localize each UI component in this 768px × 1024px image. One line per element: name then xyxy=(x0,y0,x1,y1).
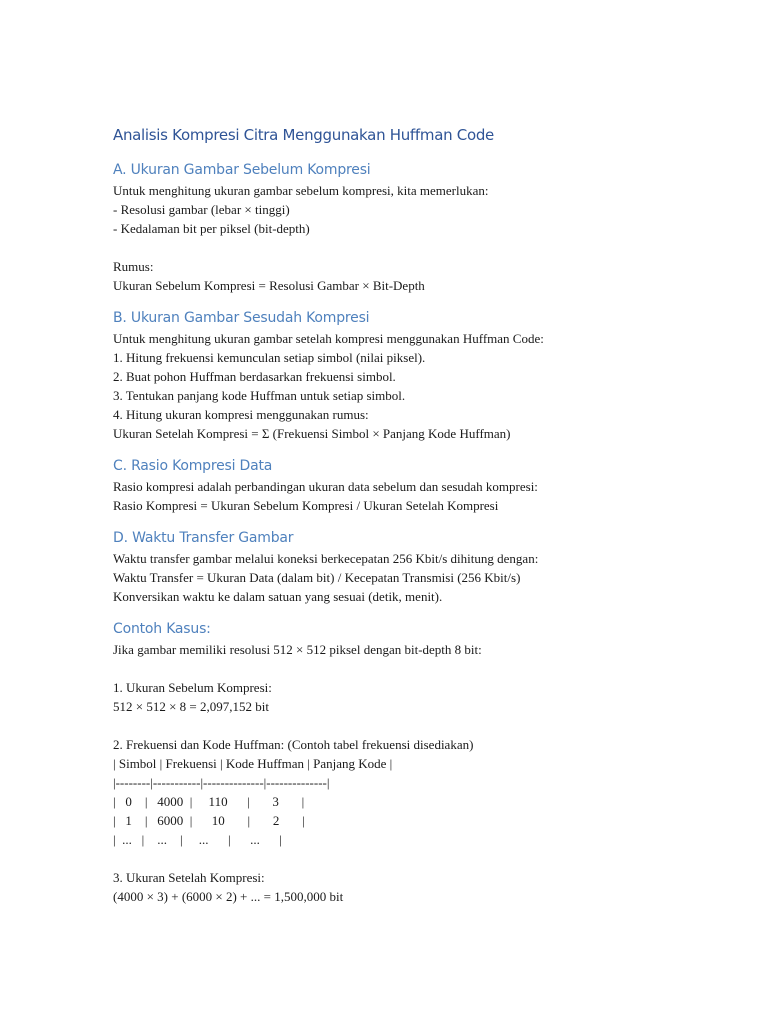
blank-line xyxy=(113,238,733,257)
section-b-line: 2. Buat pohon Huffman berdasarkan frekuensi simbol. xyxy=(113,369,396,384)
section-c-line: Rasio kompresi adalah perbandingan ukuran data sebelum dan sesudah kompresi: xyxy=(113,479,538,494)
example-line: (4000 × 3) + (6000 × 2) + ... = 1,500,000 bit xyxy=(113,889,344,904)
section-a-line: Ukuran Sebelum Kompresi = Resolusi Gambar × Bit-Depth xyxy=(113,278,425,293)
section-a xyxy=(113,159,733,295)
section-b-heading: B. Ukuran Gambar Sesudah Kompresi xyxy=(113,310,370,326)
section-b-line: 3. Tentukan panjang kode Huffman untuk setiap simbol. xyxy=(113,388,406,403)
section-d-line: Waktu Transfer = Ukuran Data (dalam bit) / Kecepatan Transmisi (256 Kbit/s) xyxy=(113,570,521,585)
section-b-line: 4. Hitung ukuran kompresi menggunakan rumus: xyxy=(113,407,369,422)
blank-line xyxy=(113,849,733,868)
example-line: Jika gambar memiliki resolusi 512 × 512 piksel dengan bit-depth 8 bit: xyxy=(113,642,482,657)
example-line: 2. Frekuensi dan Kode Huffman: (Contoh tabel frekuensi disediakan) xyxy=(113,737,474,752)
section-c xyxy=(113,455,733,515)
table-row: | 1 | 6000 | 10 | 2 | xyxy=(113,813,305,828)
document-page xyxy=(113,124,733,906)
blank-line xyxy=(113,659,733,678)
table-row: | 0 | 4000 | 110 | 3 | xyxy=(113,794,305,809)
section-d-heading: D. Waktu Transfer Gambar xyxy=(113,530,294,546)
example-line: 3. Ukuran Setelah Kompresi: xyxy=(113,870,265,885)
section-b xyxy=(113,307,733,443)
section-example xyxy=(113,618,733,906)
section-c-heading: C. Rasio Kompresi Data xyxy=(113,458,273,474)
example-line: 1. Ukuran Sebelum Kompresi: xyxy=(113,680,272,695)
section-b-line: Ukuran Setelah Kompresi = Σ (Frekuensi Simbol × Panjang Kode Huffman) xyxy=(113,426,511,441)
section-d-line: Waktu transfer gambar melalui koneksi berkecepatan 256 Kbit/s dihitung dengan: xyxy=(113,551,539,566)
section-b-line: 1. Hitung frekuensi kemunculan setiap simbol (nilai piksel). xyxy=(113,350,426,365)
section-a-line: - Resolusi gambar (lebar × tinggi) xyxy=(113,202,290,217)
example-line: 512 × 512 × 8 = 2,097,152 bit xyxy=(113,699,269,714)
section-a-line: - Kedalaman bit per piksel (bit-depth) xyxy=(113,221,310,236)
section-b-line: Untuk menghitung ukuran gambar setelah kompresi menggunakan Huffman Code: xyxy=(113,331,544,346)
section-c-line: Rasio Kompresi = Ukuran Sebelum Kompresi / Ukuran Setelah Kompresi xyxy=(113,498,499,513)
section-a-heading: A. Ukuran Gambar Sebelum Kompresi xyxy=(113,162,371,178)
section-d xyxy=(113,527,733,606)
document-title: Analisis Kompresi Citra Menggunakan Huffman Code xyxy=(113,126,494,144)
section-d-line: Konversikan waktu ke dalam satuan yang sesuai (detik, menit). xyxy=(113,589,443,604)
blank-line xyxy=(113,716,733,735)
section-a-line: Untuk menghitung ukuran gambar sebelum kompresi, kita memerlukan: xyxy=(113,183,489,198)
table-row: | ... | ... | ... | ... | xyxy=(113,832,283,847)
table-header-row: | Simbol | Frekuensi | Kode Huffman | Panjang Kode | xyxy=(113,756,393,771)
table-separator-row: |--------|-----------|--------------|--------------| xyxy=(113,775,330,790)
section-a-line: Rumus: xyxy=(113,259,154,274)
example-heading: Contoh Kasus: xyxy=(113,621,211,637)
